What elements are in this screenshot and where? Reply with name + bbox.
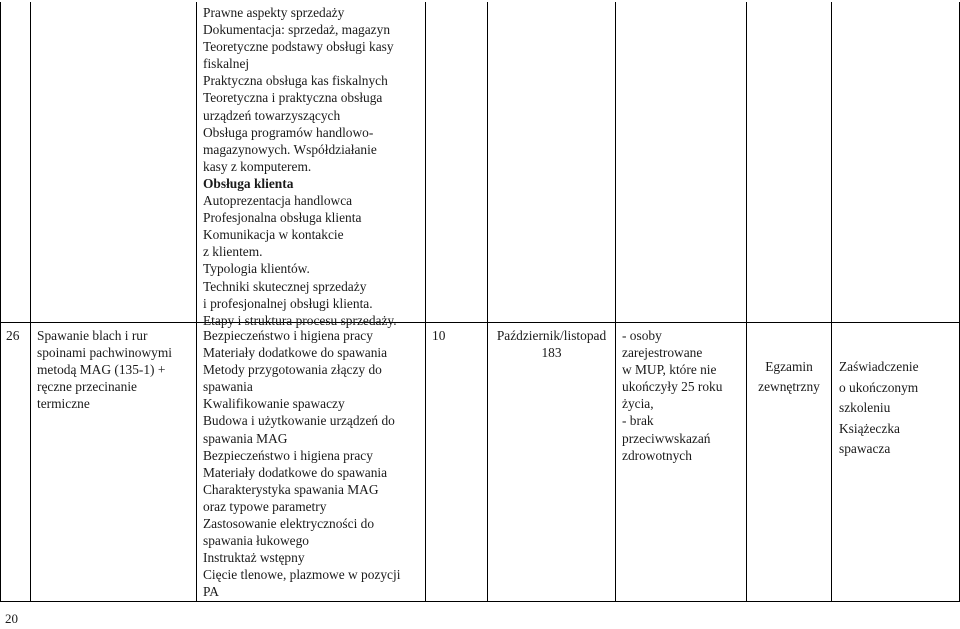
- topic-line: z klientem.: [203, 244, 263, 260]
- topic-line: Techniki skutecznej sprzedaży: [203, 278, 367, 294]
- topic-line: Komunikacja w kontakcie: [203, 227, 344, 243]
- page-number: 20: [5, 611, 18, 626]
- topic-line: Budowa i użytkowanie urządzeń do: [203, 413, 395, 429]
- topic-line: kasy z komputerem.: [203, 158, 312, 174]
- course-name-cell: [37, 327, 195, 412]
- border-col-7: [831, 2, 832, 602]
- row-number-text: 26: [6, 328, 20, 343]
- topic-line: Profesjonalna obsługa klienta: [203, 210, 362, 226]
- topics-continued-cell: [203, 4, 423, 329]
- topic-line: spawania: [203, 379, 253, 395]
- topic-line: Typologia klientów.: [203, 261, 310, 277]
- requirement-line: w MUP, które nie: [622, 362, 717, 378]
- border-col-4: [487, 2, 488, 602]
- certificate-cell: [839, 357, 957, 460]
- topic-line: i profesjonalnej obsługi klienta.: [203, 295, 373, 311]
- row-divider: [0, 322, 960, 323]
- row-number: [6, 327, 19, 344]
- topic-line: Materiały dodatkowe do spawania: [203, 464, 388, 480]
- topic-line: Materiały dodatkowe do spawania: [203, 345, 388, 361]
- topic-line: Charakterystyka spawania MAG: [203, 481, 379, 497]
- border-col-5: [615, 2, 616, 602]
- participants-cell: [432, 327, 445, 344]
- topic-line: Bezpieczeństwo i higiena pracy: [203, 447, 373, 463]
- topic-line: spawania łukowego: [203, 533, 309, 549]
- topic-line: Prawne aspekty sprzedaży: [203, 5, 345, 20]
- certificate-line: Zaświadczenie: [839, 359, 919, 374]
- requirement-line: ukończyły 25 roku: [622, 379, 723, 395]
- exam-cell: [747, 357, 831, 397]
- border-bottom: [0, 601, 960, 602]
- section-heading: Obsługa klienta: [203, 175, 294, 191]
- certificate-line: spawacza: [839, 441, 891, 456]
- course-name-line: spoinami pachwinowymi: [37, 345, 173, 361]
- topic-line: Obsługa programów handlowo-: [203, 124, 374, 140]
- requirement-line: zdrowotnych: [622, 447, 692, 463]
- requirement-line: życia,: [622, 396, 654, 412]
- topic-line: fiskalnej: [203, 56, 250, 72]
- border-col-2: [196, 2, 197, 602]
- certificate-line: Książeczka: [839, 420, 900, 436]
- exam-line: zewnętrzny: [758, 379, 820, 394]
- topic-line: PA: [203, 584, 219, 600]
- requirement-line: - brak: [622, 413, 654, 429]
- date-cell: [488, 327, 615, 361]
- exam-line: Egzamin: [765, 359, 813, 374]
- topic-line: Metody przygotowania złączy do: [203, 362, 382, 378]
- border-left: [0, 2, 1, 602]
- requirement-line: zarejestrowane: [622, 345, 703, 361]
- requirements-cell: [622, 327, 744, 464]
- topic-line: Dokumentacja: sprzedaż, magazyn: [203, 22, 391, 38]
- course-name-line: metodą MAG (135-1) +: [37, 362, 166, 378]
- hours-text: 183: [541, 345, 562, 361]
- course-name-line: Spawanie blach i rur: [37, 328, 148, 343]
- course-name-line: termiczne: [37, 396, 90, 412]
- topic-line: oraz typowe parametry: [203, 498, 327, 514]
- topic-line: Zastosowanie elektryczności do: [203, 516, 375, 532]
- topic-line: Praktyczna obsługa kas fiskalnych: [203, 73, 388, 89]
- requirement-line: przeciwwskazań: [622, 430, 711, 446]
- topic-line: Autoprezentacja handlowca: [203, 193, 353, 209]
- topic-line: Teoretyczne podstawy obsługi kasy: [203, 39, 394, 55]
- course-name-line: ręczne przecinanie: [37, 379, 137, 395]
- topic-line: Kwalifikowanie spawaczy: [203, 396, 345, 412]
- border-col-1: [30, 2, 31, 602]
- topic-line: Etapy i struktura procesu sprzedaży.: [203, 312, 397, 328]
- participants-count: 10: [432, 328, 446, 343]
- border-col-3: [425, 2, 426, 602]
- topic-line: Instruktaż wstępny: [203, 550, 305, 566]
- topic-line: Teoretyczna i praktyczna obsługa: [203, 90, 383, 106]
- border-col-6: [746, 2, 747, 602]
- date-text: Październik/listopad: [496, 328, 607, 343]
- topic-line: urządzeń towarzyszących: [203, 107, 341, 123]
- certificate-line: szkoleniu: [839, 400, 891, 415]
- topic-line: spawania MAG: [203, 430, 288, 446]
- topic-line: Cięcie tlenowe, plazmowe w pozycji: [203, 567, 401, 583]
- requirement-line: - osoby: [622, 328, 662, 343]
- certificate-line: o ukończonym: [839, 379, 919, 395]
- topic-line: magazynowych. Współdziałanie: [203, 141, 377, 157]
- topic-line: Bezpieczeństwo i higiena pracy: [203, 328, 373, 343]
- topics-cell: [203, 327, 423, 601]
